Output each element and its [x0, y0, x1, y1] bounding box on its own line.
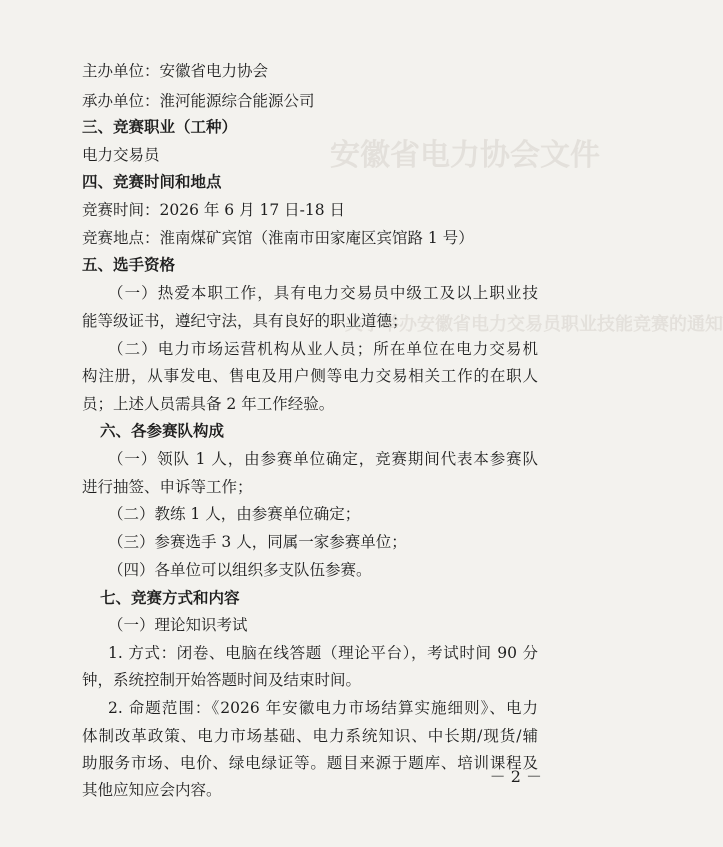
paragraph-line: （二）电力市场运营机构从业人员；所在单位在电力交易机	[108, 340, 538, 358]
bleed-through-watermark: 关于举办安徽省电力交易员职业技能竞赛的通知	[345, 314, 723, 335]
section-heading: 五、选手资格	[82, 256, 176, 274]
paragraph-line: 助服务市场、电价、绿电绿证等。题目来源于题库、培训课程及	[82, 754, 538, 772]
paragraph-line: 构注册，从事发电、售电及用户侧等电力交易相关工作的在职人	[82, 367, 538, 385]
paragraph-line: （二）教练 1 人，由参赛单位确定；	[108, 505, 361, 523]
section-heading: 四、竞赛时间和地点	[82, 173, 222, 191]
host-line: 承办单位：淮河能源综合能源公司	[82, 92, 315, 110]
paragraph-line: 员；上述人员需具备 2 年工作经验。	[82, 395, 335, 413]
section-heading: 三、竞赛职业（工种）	[82, 118, 238, 136]
page-number: － 2 －	[489, 767, 542, 786]
paragraph-line: （四）各单位可以组织多支队伍参赛。	[108, 561, 372, 579]
occupation-line: 电力交易员	[82, 146, 160, 164]
paragraph-line: 进行抽签、申诉等工作；	[82, 478, 253, 496]
paragraph-line: （三）参赛选手 3 人，同属一家参赛单位；	[108, 533, 407, 551]
paragraph-line: （一）理论知识考试	[108, 616, 248, 634]
paragraph-line: 钟，系统控制开始答题时间及结束时间。	[82, 671, 362, 689]
paragraph-line: 体制改革政策、电力市场基础、电力系统知识、中长期/现货/辅	[82, 727, 538, 745]
section-heading: 六、各参赛队构成	[100, 422, 225, 440]
paragraph-line: 2. 命题范围：《2026 年安徽电力市场结算实施细则》、电力	[108, 699, 538, 717]
paragraph-line: （一）热爱本职工作，具有电力交易员中级工及以上职业技	[108, 284, 538, 302]
time-line: 竞赛时间：2026 年 6 月 17 日-18 日	[82, 201, 346, 219]
paragraph-line: 其他应知应会内容。	[82, 781, 222, 799]
paragraph-line: （一）领队 1 人，由参赛单位确定，竞赛期间代表本参赛队	[108, 450, 538, 468]
paragraph-line: 能等级证书，遵纪守法，具有良好的职业道德；	[82, 312, 408, 330]
paragraph-line: 1. 方式：闭卷、电脑在线答题（理论平台），考试时间 90 分	[108, 644, 538, 662]
bleed-through-watermark: 安徽省电力协会文件	[330, 138, 600, 173]
section-heading: 七、竞赛方式和内容	[100, 589, 240, 607]
organizer-line: 主办单位：安徽省电力协会	[82, 62, 269, 80]
location-line: 竞赛地点：淮南煤矿宾馆（淮南市田家庵区宾馆路 1 号）	[82, 229, 474, 247]
